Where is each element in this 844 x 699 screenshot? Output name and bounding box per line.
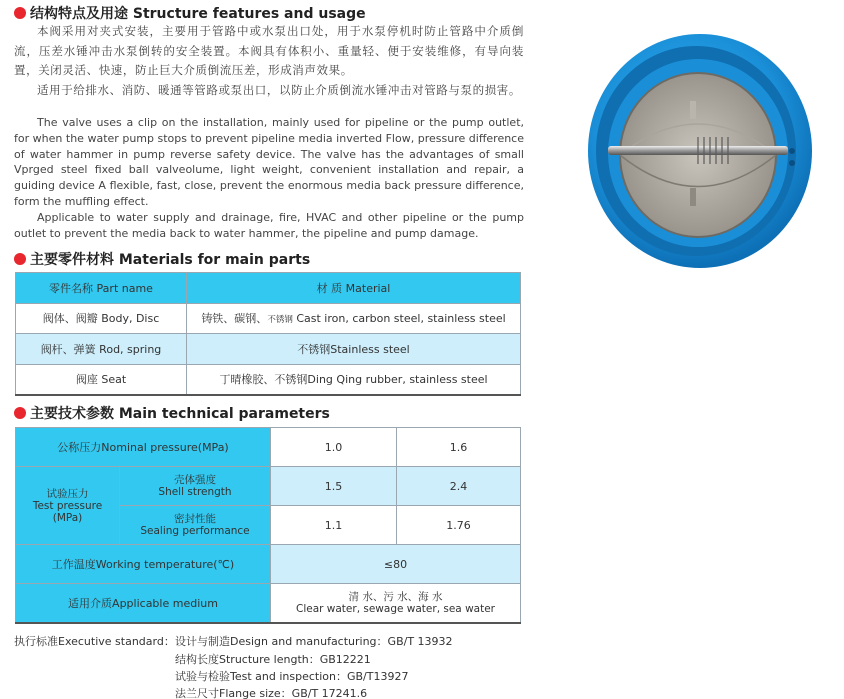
materials-section-title: 主要零件材料 Materials for main parts	[14, 249, 310, 269]
technical-section-title: 主要技术参数 Main technical parameters	[14, 403, 330, 423]
structure-en-description	[14, 115, 524, 241]
value-cell: 清 水、污 水、海 水 Clear water, sewage water, sea water	[271, 584, 521, 623]
table-row	[16, 334, 521, 365]
cn-paragraph-2: 适用于给排水、消防、暖通等管路或泵出口，以防止介质倒流水锤冲击对管路与泵的损害。	[37, 82, 521, 97]
nominal-pressure-label: 公称压力Nominal pressure(MPa)	[16, 428, 271, 467]
value-cell: 1.0	[271, 428, 397, 467]
material-cell: 丁晴橡胶、不锈钢Ding Qing rubber, stainless steel	[187, 364, 521, 395]
standard-line: 设计与制造Design and manufacturing：GB/T 13932	[175, 635, 453, 648]
standard-line: 结构长度Structure length：GB12221	[175, 653, 371, 666]
value-cell: ≤80	[271, 545, 521, 584]
part-name-header: 零件名称 Part name	[16, 273, 187, 304]
executive-standard-label: 执行标准Executive standard：	[14, 635, 175, 648]
shell-strength-label: 壳体强度 Shell strength	[120, 467, 271, 506]
material-cell: 不锈钢Stainless steel	[187, 334, 521, 365]
part-name-cell: 阀体、阀瓣 Body, Disc	[16, 303, 187, 334]
value-cell: 1.76	[397, 506, 521, 545]
table-row	[16, 303, 521, 334]
en-paragraph-2: Applicable to water supply and drainage, fire, HVAC and other pipeline or the pump outlet to prevent the media back to water hammer, the pipeline and pump damage.	[14, 210, 524, 240]
test-pressure-label: 试验压力 Test pressure (MPa)	[16, 467, 120, 545]
structure-cn-description	[14, 22, 524, 100]
part-name-cell: 阀杆、弹簧 Rod, spring	[16, 334, 187, 365]
applicable-medium-row	[16, 584, 521, 623]
technical-parameters-table	[15, 427, 521, 624]
materials-table	[15, 272, 521, 396]
material-header: 材 质 Material	[187, 273, 521, 304]
applicable-medium-label: 适用介质Applicable medium	[16, 584, 271, 623]
en-paragraph-1: The valve uses a clip on the installation, mainly used for pipeline or the pump outlet, for when the water pump stops to prevent pipeline media inverted Flow, pressure difference of water hammer in pump reverse safety device. The valve has the advantages of small Vprged steel fixed ball valveolume, light weight, convenient installation and repair, a guiding device A flexible, fast, close, prevent the enormous media back pressure difference, form the muffling effect.	[14, 116, 524, 208]
red-bullet-icon	[14, 7, 26, 19]
table-row	[16, 364, 521, 395]
cn-paragraph-1: 本阀采用对夹式安装，主要用于管路中或水泵出口处，用于水泵停机时防止管路中介质倒流，压差水锤冲击水泵倒转的安全装置。本阀具有体积小、重量轻、便于安装维修，有导向装置，关闭灵活、快速，防止巨大介质倒流压差，形成消声效果。	[14, 24, 524, 77]
nominal-pressure-row	[16, 428, 521, 467]
structure-section-title: 结构特点及用途 Structure features and usage	[14, 3, 366, 23]
value-cell: 1.5	[271, 467, 397, 506]
value-cell: 2.4	[397, 467, 521, 506]
part-name-cell: 阀座 Seat	[16, 364, 187, 395]
red-bullet-icon	[14, 407, 26, 419]
value-cell: 1.1	[271, 506, 397, 545]
materials-header-row	[16, 273, 521, 304]
working-temperature-row	[16, 545, 521, 584]
red-bullet-icon	[14, 253, 26, 265]
material-cell: 铸铁、碳钢、不锈钢 Cast iron, carbon steel, stainless steel	[187, 303, 521, 334]
wafer-check-valve-image	[578, 33, 818, 273]
working-temperature-label: 工作温度Working temperature(℃)	[16, 545, 271, 584]
standard-line: 试验与检验Test and inspection：GB/T13927	[175, 670, 409, 683]
sealing-performance-label: 密封性能 Sealing performance	[120, 506, 271, 545]
standard-line: 法兰尺寸Flange size：GB/T 17241.6	[175, 687, 368, 699]
value-cell: 1.6	[397, 428, 521, 467]
shell-strength-row	[16, 467, 521, 506]
